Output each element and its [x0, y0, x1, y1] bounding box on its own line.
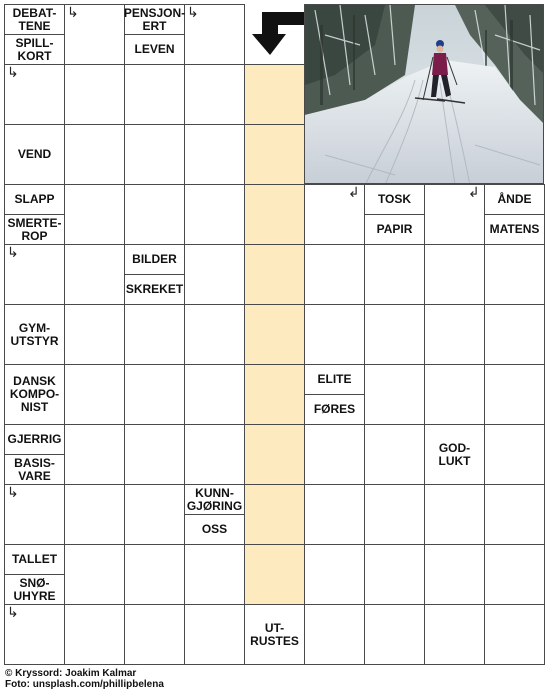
arrow-right-down-icon: ↳ [67, 5, 79, 21]
answer-cell[interactable] [244, 64, 305, 125]
answer-cell[interactable] [364, 304, 425, 365]
clue-cell: SLAPP [4, 184, 65, 215]
answer-cell[interactable] [364, 424, 425, 485]
answer-cell[interactable] [184, 544, 245, 605]
answer-cell[interactable] [184, 244, 245, 305]
answer-cell[interactable] [424, 604, 485, 665]
answer-cell[interactable] [124, 304, 185, 365]
clue-cell: MATENS [484, 214, 545, 245]
answer-cell[interactable] [424, 364, 485, 425]
answer-cell[interactable] [64, 184, 125, 245]
clue-cell: PENSJON- ERT [124, 4, 185, 35]
clue-cell: VEND [4, 124, 65, 185]
answer-cell[interactable] [424, 304, 485, 365]
answer-cell[interactable] [304, 304, 365, 365]
answer-cell[interactable] [424, 244, 485, 305]
answer-cell[interactable] [304, 244, 365, 305]
arrow-down-right-icon: ↳ [7, 65, 19, 81]
clue-cell: FØRES [304, 394, 365, 425]
answer-cell[interactable] [64, 124, 125, 185]
answer-cell[interactable] [244, 424, 305, 485]
clue-cell: BILDER [124, 244, 185, 275]
arrow-down-right-icon: ↳ [7, 485, 19, 501]
arrow-down-right-icon: ↳ [7, 605, 19, 621]
answer-cell[interactable] [424, 484, 485, 545]
answer-cell[interactable] [364, 604, 425, 665]
answer-cell[interactable] [484, 544, 545, 605]
answer-cell[interactable] [244, 124, 305, 185]
answer-cell[interactable] [244, 304, 305, 365]
clue-cell: OSS [184, 514, 245, 545]
answer-cell[interactable] [364, 244, 425, 305]
clue-cell: ÅNDE [484, 184, 545, 215]
answer-cell[interactable] [364, 484, 425, 545]
answer-cell[interactable] [64, 364, 125, 425]
arrow-right-down-icon: ↳ [187, 5, 199, 21]
answer-cell[interactable] [184, 184, 245, 245]
answer-cell[interactable] [304, 544, 365, 605]
answer-cell[interactable] [184, 424, 245, 485]
answer-cell[interactable] [184, 64, 245, 125]
answer-cell[interactable] [304, 484, 365, 545]
answer-cell[interactable] [304, 604, 365, 665]
answer-cell[interactable] [64, 244, 125, 305]
clue-cell: KUNN- GJØRING [184, 484, 245, 515]
answer-cell[interactable] [364, 364, 425, 425]
answer-cell[interactable] [124, 604, 185, 665]
answer-cell[interactable] [64, 604, 125, 665]
answer-cell[interactable] [244, 184, 305, 245]
answer-cell[interactable] [64, 304, 125, 365]
answer-cell[interactable] [184, 604, 245, 665]
clue-cell: DEBAT- TENE [4, 4, 65, 35]
credit-photo: Foto: unsplash.com/phillipbelena [5, 679, 164, 690]
answer-cell[interactable] [364, 544, 425, 605]
clue-cell: LEVEN [124, 34, 185, 65]
answer-cell[interactable] [244, 544, 305, 605]
clue-cell: BASIS- VARE [4, 454, 65, 485]
answer-cell[interactable] [124, 64, 185, 125]
answer-cell[interactable] [184, 124, 245, 185]
answer-cell[interactable] [484, 364, 545, 425]
clue-cell: ELITE [304, 364, 365, 395]
answer-cell[interactable] [244, 244, 305, 305]
answer-cell[interactable] [484, 244, 545, 305]
answer-cell[interactable] [304, 424, 365, 485]
answer-cell[interactable] [124, 184, 185, 245]
answer-cell[interactable] [424, 544, 485, 605]
clue-cell: GOD- LUKT [424, 424, 485, 485]
answer-cell[interactable] [484, 424, 545, 485]
answer-cell[interactable] [64, 424, 125, 485]
clue-cell: SMERTE- ROP [4, 214, 65, 245]
clue-cell: UT- RUSTES [244, 604, 305, 665]
arrow-left-down-icon: ↲ [348, 185, 360, 201]
answer-cell[interactable] [184, 364, 245, 425]
answer-cell[interactable] [64, 64, 125, 125]
clue-cell: DANSK KOMPO- NIST [4, 364, 65, 425]
answer-cell[interactable] [484, 304, 545, 365]
answer-cell[interactable] [484, 484, 545, 545]
arrow-left-down-icon: ↲ [468, 185, 480, 201]
skier-photo [304, 4, 544, 184]
clue-cell: SPILL- KORT [4, 34, 65, 65]
answer-cell[interactable] [64, 484, 125, 545]
answer-cell[interactable] [484, 604, 545, 665]
clue-cell: TOSK [364, 184, 425, 215]
answer-cell[interactable] [124, 424, 185, 485]
bold-arrow-left-down-icon [250, 10, 306, 56]
clue-cell: SKREKET [124, 274, 185, 305]
answer-cell[interactable] [184, 304, 245, 365]
clue-cell: PAPIR [364, 214, 425, 245]
arrow-down-right-icon: ↳ [7, 245, 19, 261]
clue-cell: TALLET [4, 544, 65, 575]
answer-cell[interactable] [244, 484, 305, 545]
clue-cell: SNØ- UHYRE [4, 574, 65, 605]
answer-cell[interactable] [124, 124, 185, 185]
answer-cell[interactable] [64, 544, 125, 605]
answer-cell[interactable] [124, 544, 185, 605]
answer-cell[interactable] [124, 484, 185, 545]
clue-cell: GJERRIG [4, 424, 65, 455]
answer-cell[interactable] [244, 364, 305, 425]
clue-cell: GYM- UTSTYR [4, 304, 65, 365]
answer-cell[interactable] [124, 364, 185, 425]
credit-author: © Kryssord: Joakim Kalmar [5, 668, 137, 679]
